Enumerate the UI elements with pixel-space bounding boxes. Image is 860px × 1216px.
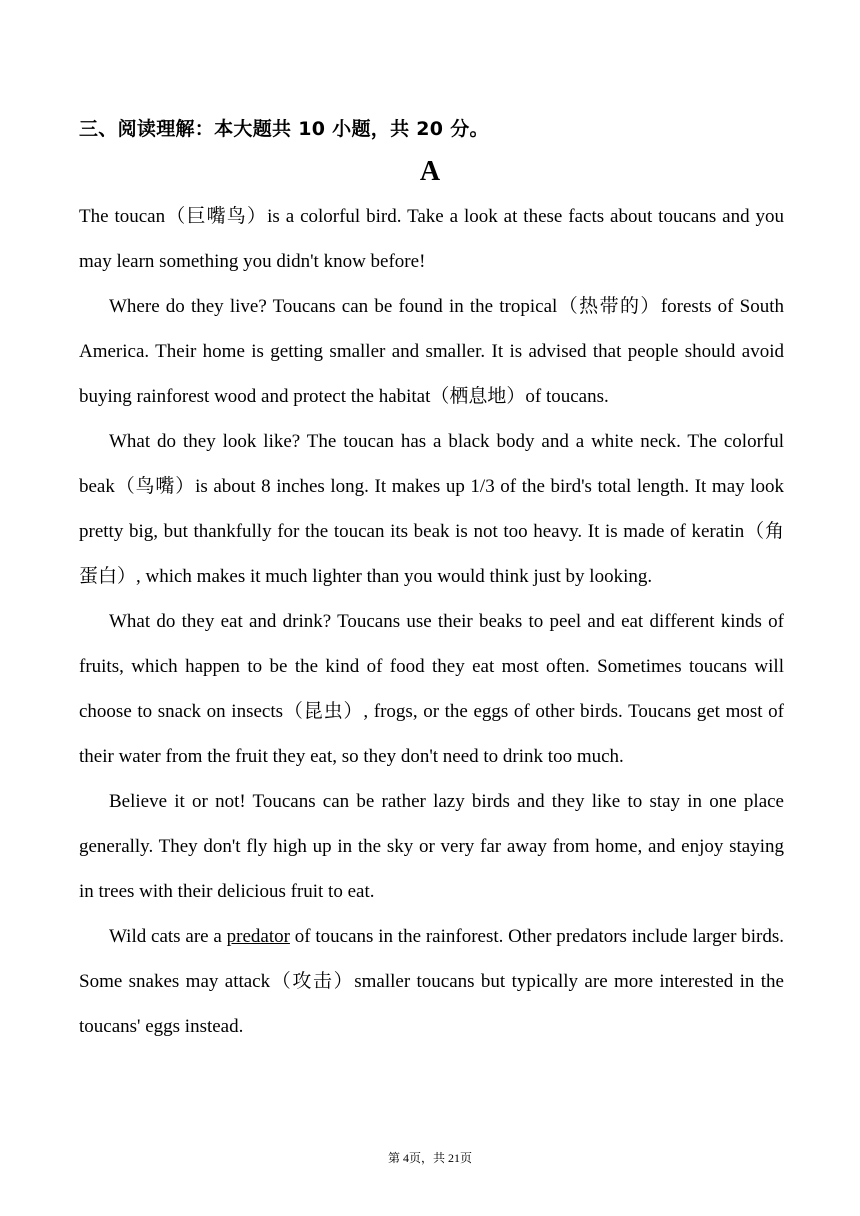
- passage-body: [79, 194, 784, 1049]
- predators-text-before: Wild cats are a: [109, 926, 227, 947]
- paragraph-appearance: What do they look like? The toucan has a black body and a white neck. The colorful beak（鸟嘴）is about 8 inches long. It makes up 1/3 of the bird's total length. It may look pretty big, but thankfully for the toucan its beak is not too heavy. It is made of keratin（角蛋白）, which makes it much lighter than you would think just by looking.: [79, 431, 784, 587]
- paragraph-predators: [79, 914, 784, 1049]
- section-heading: 三、阅读理解：本大题共 10 小题，共 20 分。: [79, 118, 489, 140]
- page-footer: 第 4页，共 21页: [387, 1151, 472, 1165]
- passage-letter: A: [419, 156, 441, 187]
- predators-text-after: of toucans in the rainforest. Other predators include larger birds. Some snakes may attack（攻击）smaller toucans but typically are more interested in the toucans' eggs instead.: [79, 926, 784, 1037]
- underlined-word-predator: predator: [226, 926, 290, 947]
- paragraph-intro: The toucan（巨嘴鸟）is a colorful bird. Take a look at these facts about toucans and you may learn something you didn't know before!: [79, 206, 784, 272]
- paragraph-behavior: Believe it or not! Toucans can be rather lazy birds and they like to stay in one place generally. They don't fly high up in the sky or very far away from home, and enjoy staying in trees with their delicious fruit to eat.: [79, 791, 784, 902]
- paragraph-diet: What do they eat and drink? Toucans use their beaks to peel and eat different kinds of fruits, which happen to be the kind of food they eat most often. Sometimes toucans will choose to snack on insects（昆虫）, frogs, or the eggs of other birds. Toucans get most of their water from the fruit they eat, so they don't need to drink too much.: [79, 611, 784, 767]
- paragraph-habitat: Where do they live? Toucans can be found in the tropical（热带的）forests of South America. Their home is getting smaller and smaller. It is advised that people should avoid buying rainforest wood and protect the habitat（栖息地）of toucans.: [79, 296, 784, 407]
